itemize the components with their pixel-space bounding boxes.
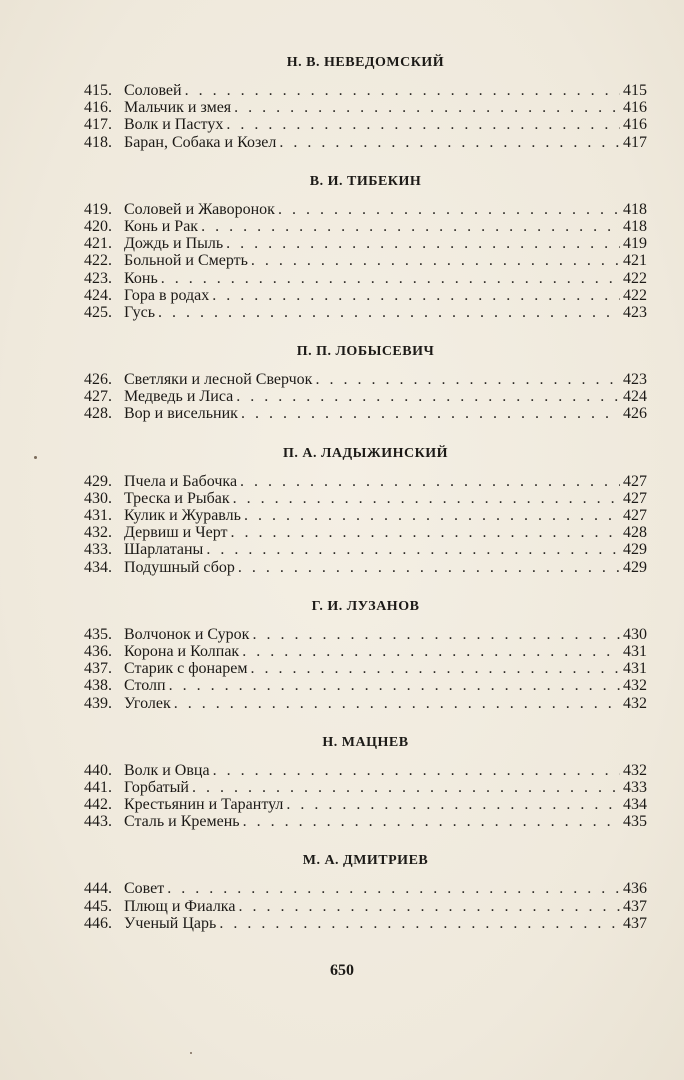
- dot-leader: [231, 524, 621, 541]
- entry-page: 426: [623, 405, 647, 423]
- entry-title: Ученый Царь: [124, 914, 217, 932]
- entry-title: Волк и Овца: [124, 761, 210, 779]
- entry-list: [84, 880, 647, 932]
- entry-number: 433.: [84, 541, 112, 559]
- section-gap: [84, 423, 647, 445]
- entry-title: Больной и Смерть: [124, 252, 248, 270]
- dot-leader: [244, 507, 620, 524]
- entry-page: 423: [623, 303, 647, 321]
- entry-page: 424: [623, 388, 647, 406]
- entry-page: 421: [623, 252, 647, 270]
- toc-entry: [84, 371, 647, 388]
- toc-entry: [84, 796, 647, 813]
- author-section: [84, 343, 647, 423]
- author-section: [84, 852, 647, 932]
- toc-entry: [84, 201, 647, 218]
- entry-title: Столп: [124, 677, 166, 695]
- entry-page: 416: [623, 99, 647, 117]
- entry-page: 427: [623, 472, 647, 490]
- entry-title: Волк и Пастух: [124, 116, 224, 134]
- toc-entry: [84, 660, 647, 677]
- entry-number: 436.: [84, 642, 112, 660]
- dot-leader: [238, 898, 620, 915]
- entry-title: Дождь и Пыль: [124, 235, 224, 253]
- toc-entry: [84, 388, 647, 405]
- entry-page: 423: [623, 371, 647, 389]
- entry-page: 434: [623, 796, 647, 814]
- entry-title: Подушный сбор: [124, 558, 235, 576]
- entry-number: 431.: [84, 507, 112, 524]
- entry-page: 416: [623, 116, 647, 134]
- author-heading: П. А. ЛАДЫЖИНСКИЙ: [282, 445, 449, 461]
- entry-number: 428.: [84, 405, 112, 423]
- toc-entry: [84, 304, 647, 321]
- entry-title: Пчела и Бабочка: [124, 472, 238, 490]
- entry-page: 436: [623, 880, 647, 898]
- toc-entry: [84, 695, 647, 712]
- table-of-contents: [84, 54, 647, 932]
- entry-title: Старик с фонарем: [124, 660, 248, 678]
- author-heading: Н. МАЦНЕВ: [322, 734, 409, 750]
- author-section: [84, 734, 647, 831]
- entry-title: Соловей и Жаворонок: [124, 200, 275, 218]
- entry-list: [84, 82, 647, 151]
- entry-number: 427.: [84, 388, 112, 406]
- entry-number: 416.: [84, 99, 112, 117]
- entry-page: 437: [623, 897, 647, 915]
- dot-leader: [251, 252, 620, 269]
- dot-leader: [185, 82, 620, 99]
- entry-number: 445.: [84, 897, 112, 915]
- entry-page: 435: [623, 813, 647, 831]
- entry-list: [84, 473, 647, 576]
- paper-speck: [190, 1052, 192, 1054]
- dot-leader: [250, 660, 620, 677]
- dot-leader: [226, 235, 620, 252]
- toc-entry: [84, 762, 647, 779]
- entry-number: 430.: [84, 489, 112, 507]
- toc-entry: [84, 252, 647, 269]
- dot-leader: [234, 99, 620, 116]
- entry-page: 430: [623, 625, 647, 643]
- toc-entry: [84, 134, 647, 151]
- entry-page: 432: [623, 694, 647, 712]
- author-section: [84, 54, 647, 151]
- entry-number: 426.: [84, 371, 112, 389]
- toc-entry: [84, 405, 647, 422]
- entry-title: Горбатый: [124, 778, 189, 796]
- dot-leader: [315, 371, 620, 388]
- dot-leader: [243, 813, 620, 830]
- toc-entry: [84, 915, 647, 932]
- author-section: [84, 598, 647, 712]
- entry-number: 443.: [84, 813, 112, 831]
- entry-title: Корона и Колпак: [124, 642, 240, 660]
- author-section: [84, 173, 647, 321]
- author-section: [84, 445, 647, 576]
- entry-title: Волчонок и Сурок: [124, 625, 250, 643]
- author-heading: Г. И. ЛУЗАНОВ: [311, 598, 420, 614]
- toc-entry: [84, 559, 647, 576]
- entry-title: Вор и висельник: [124, 405, 238, 423]
- dot-leader: [241, 405, 620, 422]
- toc-entry: [84, 813, 647, 830]
- dot-leader: [286, 796, 620, 813]
- paper-speck: [34, 456, 37, 459]
- entry-page: 427: [623, 489, 647, 507]
- dot-leader: [158, 304, 620, 321]
- entry-page: 433: [623, 778, 647, 796]
- dot-leader: [167, 880, 620, 897]
- dot-leader: [161, 270, 620, 287]
- entry-number: 422.: [84, 252, 112, 270]
- section-gap: [84, 576, 647, 598]
- dot-leader: [219, 915, 620, 932]
- entry-title: Дервиш и Черт: [124, 524, 228, 542]
- entry-title: Гора в родах: [124, 286, 210, 304]
- dot-leader: [174, 695, 620, 712]
- toc-entry: [84, 541, 647, 558]
- toc-entry: [84, 116, 647, 133]
- toc-entry: [84, 99, 647, 116]
- toc-entry: [84, 218, 647, 235]
- entry-number: 421.: [84, 235, 112, 253]
- entry-page: 432: [623, 761, 647, 779]
- toc-entry: [84, 677, 647, 694]
- section-gap: [84, 830, 647, 852]
- entry-title: Гусь: [124, 303, 156, 321]
- entry-number: 415.: [84, 82, 112, 99]
- dot-leader: [213, 762, 620, 779]
- entry-title: Мальчик и змея: [124, 99, 232, 117]
- entry-page: 418: [623, 200, 647, 218]
- entry-number: 439.: [84, 694, 112, 712]
- section-gap: [84, 712, 647, 734]
- entry-page: 429: [623, 558, 647, 576]
- entry-title: Треска и Рыбак: [124, 489, 230, 507]
- entry-title: Кулик и Журавль: [124, 507, 241, 524]
- entry-title: Конь и Рак: [124, 217, 199, 235]
- entry-list: [84, 371, 647, 423]
- dot-leader: [212, 287, 620, 304]
- entry-page: 415: [623, 82, 647, 99]
- entry-title: Сталь и Кремень: [124, 813, 240, 831]
- entry-number: 434.: [84, 558, 112, 576]
- entry-number: 423.: [84, 269, 112, 287]
- entry-page: 429: [623, 541, 647, 559]
- toc-entry: [84, 270, 647, 287]
- entry-number: 417.: [84, 116, 112, 134]
- entry-page: 418: [623, 217, 647, 235]
- entry-number: 442.: [84, 796, 112, 814]
- dot-leader: [226, 116, 620, 133]
- entry-number: 437.: [84, 660, 112, 678]
- entry-number: 429.: [84, 472, 112, 490]
- entry-number: 446.: [84, 914, 112, 932]
- toc-entry: [84, 473, 647, 490]
- toc-entry: [84, 82, 647, 99]
- entry-number: 424.: [84, 286, 112, 304]
- entry-title: Плющ и Фиалка: [124, 897, 236, 915]
- entry-number: 440.: [84, 761, 112, 779]
- entry-page: 431: [623, 660, 647, 678]
- toc-entry: [84, 626, 647, 643]
- author-heading: Н. В. НЕВЕДОМСКИЙ: [286, 55, 445, 70]
- entry-page: 422: [623, 269, 647, 287]
- dot-leader: [242, 643, 620, 660]
- toc-entry: [84, 898, 647, 915]
- entry-page: 427: [623, 507, 647, 524]
- entry-title: Шарлатаны: [124, 541, 204, 559]
- entry-number: 425.: [84, 303, 112, 321]
- dot-leader: [279, 134, 620, 151]
- toc-entry: [84, 235, 647, 252]
- entry-number: 441.: [84, 778, 112, 796]
- toc-entry: [84, 524, 647, 541]
- dot-leader: [252, 626, 620, 643]
- author-heading: П. П. ЛОБЫСЕВИЧ: [296, 344, 435, 360]
- author-heading: М. А. ДМИТРИЕВ: [302, 853, 429, 869]
- section-gap: [84, 321, 647, 343]
- entry-number: 419.: [84, 200, 112, 218]
- toc-entry: [84, 880, 647, 897]
- dot-leader: [201, 218, 620, 235]
- author-heading: В. И. ТИБЕКИН: [309, 173, 422, 189]
- entry-number: 435.: [84, 625, 112, 643]
- entry-number: 418.: [84, 133, 112, 151]
- entry-page: 417: [623, 133, 647, 151]
- dot-leader: [169, 677, 620, 694]
- dot-leader: [240, 473, 620, 490]
- entry-number: 438.: [84, 677, 112, 695]
- page-number: 650: [330, 962, 354, 979]
- dot-leader: [206, 541, 620, 558]
- entry-title: Совет: [124, 880, 165, 898]
- section-gap: [84, 151, 647, 173]
- dot-leader: [236, 388, 620, 405]
- toc-entry: [84, 287, 647, 304]
- entry-page: 432: [623, 677, 647, 695]
- entry-page: 428: [623, 524, 647, 542]
- toc-entry: [84, 490, 647, 507]
- toc-entry: [84, 643, 647, 660]
- entry-list: [84, 201, 647, 321]
- entry-title: Крестьянин и Тарантул: [124, 796, 284, 814]
- entry-title: Баран, Собака и Козел: [124, 133, 277, 151]
- entry-page: 437: [623, 914, 647, 932]
- entry-list: [84, 762, 647, 831]
- entry-title: Соловей: [124, 82, 182, 99]
- dot-leader: [192, 779, 620, 796]
- entry-title: Уголек: [124, 694, 171, 712]
- dot-leader: [278, 201, 620, 218]
- entry-title: Светляки и лесной Сверчок: [124, 371, 313, 389]
- toc-entry: [84, 507, 647, 524]
- dot-leader: [233, 490, 620, 507]
- entry-list: [84, 626, 647, 712]
- entry-number: 420.: [84, 217, 112, 235]
- toc-entry: [84, 779, 647, 796]
- dot-leader: [238, 559, 620, 576]
- entry-number: 444.: [84, 880, 112, 898]
- entry-title: Конь: [124, 269, 158, 287]
- entry-page: 419: [623, 235, 647, 253]
- entry-number: 432.: [84, 524, 112, 542]
- entry-page: 431: [623, 642, 647, 660]
- entry-page: 422: [623, 286, 647, 304]
- entry-title: Медведь и Лиса: [124, 388, 234, 406]
